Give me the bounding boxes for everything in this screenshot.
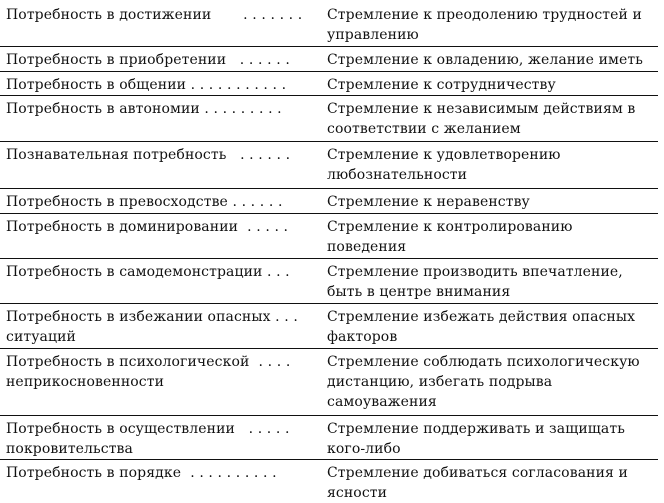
need-name xyxy=(6,463,310,483)
need-description-line: Стремление к удовлетворению xyxy=(327,147,561,163)
need-description xyxy=(327,50,659,70)
need-name-line: Потребность в превосходстве . . . . . . xyxy=(6,194,283,210)
need-name xyxy=(6,262,310,282)
need-description-line: Стремление избежать действия опасных xyxy=(327,309,636,325)
need-name xyxy=(6,99,310,119)
row-divider xyxy=(0,95,658,96)
need-description xyxy=(327,419,659,459)
need-name-line: Потребность в общении . . . . . . . . . . . xyxy=(6,77,287,93)
need-name xyxy=(6,145,310,165)
need-description xyxy=(327,145,659,185)
need-description-line: поведения xyxy=(327,239,407,255)
need-description xyxy=(327,5,659,45)
need-description-line: Стремление поддерживать и защищать xyxy=(327,421,625,437)
need-name-line: Потребность в приобретении . . . . . . xyxy=(6,52,290,68)
need-name xyxy=(6,75,310,95)
need-description xyxy=(327,192,659,212)
need-description-line: любознательности xyxy=(327,167,468,183)
need-description-line: управлению xyxy=(327,27,419,43)
need-description-line: Стремление к независимым действиям в xyxy=(327,101,636,117)
need-name-line: Потребность в порядке . . . . . . . . . . xyxy=(6,465,277,481)
need-name xyxy=(6,419,310,459)
need-description-line: Стремление к овладению, желание иметь xyxy=(327,52,643,68)
need-description-line: Стремление к преодолению трудностей и xyxy=(327,7,642,23)
need-description xyxy=(327,352,659,412)
need-name-line: Потребность в психологической . . . . xyxy=(6,354,291,370)
row-divider xyxy=(0,258,658,259)
need-name-line: Потребность в избежании опасных . . . xyxy=(6,309,298,325)
need-name-line: Потребность в осуществлении . . . . . xyxy=(6,421,290,437)
need-name xyxy=(6,352,310,392)
need-name xyxy=(6,307,310,347)
need-description-line: кого-либо xyxy=(327,441,401,457)
row-divider xyxy=(0,71,658,72)
need-description-line: дистанцию, избегать подрыва xyxy=(327,374,553,390)
row-divider xyxy=(0,46,658,47)
need-name xyxy=(6,192,310,212)
need-name-line: Потребность в самодемонстрации . . . xyxy=(6,264,290,280)
need-description-line: соответствии с желанием xyxy=(327,121,521,137)
need-description-line: Стремление к неравенству xyxy=(327,194,530,210)
need-description-line: ясности xyxy=(327,485,388,501)
row-divider xyxy=(0,459,658,460)
need-name-line: Потребность в достижении . . . . . . . xyxy=(6,7,303,23)
need-name xyxy=(6,50,310,70)
need-description-line: быть в центре внимания xyxy=(327,284,511,300)
need-name-line: неприкосновенности xyxy=(6,374,164,390)
need-name xyxy=(6,217,310,237)
need-description xyxy=(327,262,659,302)
need-description xyxy=(327,217,659,257)
need-description xyxy=(327,99,659,139)
row-divider xyxy=(0,188,658,189)
need-name-line: Потребность в доминировании . . . . . xyxy=(6,219,289,235)
need-description-line: факторов xyxy=(327,329,398,345)
row-divider xyxy=(0,213,658,214)
need-name-line: ситуаций xyxy=(6,329,76,345)
need-description-line: самоуважения xyxy=(327,394,437,410)
need-description-line: Стремление к контролированию xyxy=(327,219,573,235)
need-name xyxy=(6,5,310,25)
row-divider xyxy=(0,415,658,416)
need-description-line: Стремление соблюдать психологическую xyxy=(327,354,640,370)
need-description xyxy=(327,463,659,503)
need-description xyxy=(327,307,659,347)
need-description-line: Стремление добиваться согласования и xyxy=(327,465,628,481)
need-name-line: Потребность в автономии . . . . . . . . . xyxy=(6,101,282,117)
need-description-line: Стремление к сотрудничеству xyxy=(327,77,556,93)
row-divider xyxy=(0,348,658,349)
row-divider xyxy=(0,141,658,142)
need-description xyxy=(327,75,659,95)
need-name-line: покровительства xyxy=(6,441,133,457)
row-divider xyxy=(0,303,658,304)
need-name-line: Познавательная потребность . . . . . . xyxy=(6,147,291,163)
need-description-line: Стремление производить впечатление, xyxy=(327,264,623,280)
